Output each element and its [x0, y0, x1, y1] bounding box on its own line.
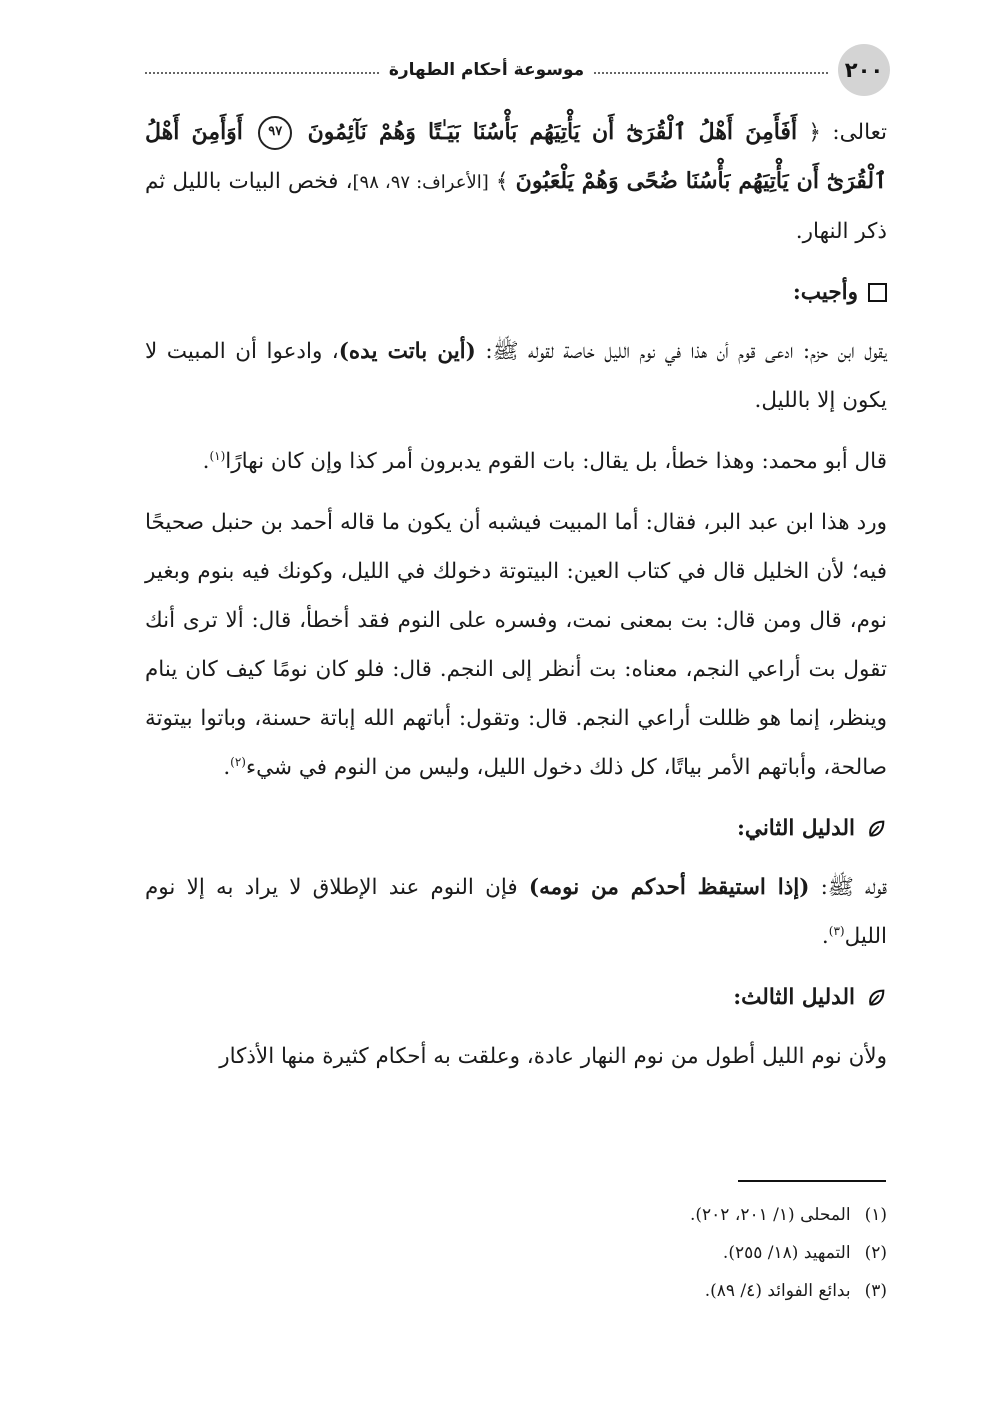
footnote-item — [145, 1196, 887, 1234]
main-text — [145, 108, 887, 1081]
p2-text-a: يقول ابن حزم: ادعى قوم أن هذا في نوم الليل خاصة لقوله ﷺ: — [485, 339, 887, 364]
p5-end: . — [821, 924, 829, 949]
running-header — [145, 44, 890, 96]
verse-reference: [الأعراف: ٩٧، ٩٨] — [352, 172, 489, 193]
book-title: موسوعة أحكام الطهارة — [388, 60, 585, 80]
footnote-ref-2[interactable]: (٢) — [230, 754, 246, 769]
quran-verse-97: أَفَأَمِنَ أَهْلُ ٱلْقُرَىٰٓ أَن يَأْتِيَهُم بَأْسُنَا بَيَـٰتًا وَهُمْ نَآئِمُونَ — [307, 119, 798, 145]
quran-verse-98: أَوَأَمِنَ أَهْلُ ٱلْقُرَىٰٓ أَن يَأْتِيَهُم بَأْسُنَا ضُحًى وَهُمْ يَلْعَبُونَ — [145, 119, 887, 194]
paragraph-ibn-hazm — [145, 327, 887, 425]
footnote-separator — [738, 1180, 886, 1182]
footnote-text: بدائع الفوائد (٤/ ٨٩). — [704, 1281, 851, 1301]
quran-bracket-open-icon: ﴿ — [808, 120, 822, 145]
heading-third-text: الدليل الثالث: — [733, 985, 855, 1010]
verse-tail: ، فخص البيات بالليل ثم ذكر النهار. — [145, 169, 887, 244]
heading-second-text: الدليل الثاني: — [736, 816, 855, 841]
square-bullet-icon — [868, 283, 887, 302]
footnote-ref-3[interactable]: (٣) — [828, 923, 845, 938]
leaf-bullet-icon — [865, 818, 887, 840]
p3-text: قال أبو محمد: وهذا خطأ، بل يقال: بات القوم يدبرون أمر كذا وإن كان نهارًا — [225, 449, 887, 474]
paragraph-hadith-waking — [145, 863, 887, 961]
heading-answer-text: وأجيب: — [792, 280, 858, 305]
heading-third-evidence — [145, 973, 887, 1022]
p3-end: . — [202, 449, 210, 474]
paragraph-ibn-abd-al-barr — [145, 498, 887, 792]
hadith-quote: (أين باتت يده) — [338, 339, 476, 364]
p5-text-a: قوله ﷺ: — [820, 875, 888, 900]
p5-text-b: فإن النوم عند الإطلاق لا يراد به إلا نوم الليل — [145, 875, 887, 949]
footnotes — [145, 1196, 887, 1310]
leaf-bullet-icon — [865, 987, 887, 1009]
footnote-item — [145, 1272, 887, 1310]
footnote-number: (١) — [864, 1205, 887, 1225]
footnote-number: (٣) — [864, 1281, 887, 1301]
ayah-number-badge: ٩٧ — [258, 116, 292, 150]
p2-text-b: ، وادعوا أن المبيت لا يكون إلا بالليل. — [145, 339, 887, 413]
header-dotted-rule-right — [594, 72, 828, 74]
hadith-quote-waking: (إذا استيقظ أحدكم من نومه) — [528, 875, 810, 900]
heading-second-evidence — [145, 804, 887, 853]
verse-lead: تعالى: — [832, 120, 887, 145]
quran-bracket-close-icon: ﴾ — [495, 169, 509, 194]
footnote-text: المحلى (١/ ٢٠١، ٢٠٢). — [690, 1205, 851, 1225]
paragraph-abu-muhammad — [145, 437, 887, 486]
footnote-text: التمهيد (١٨/ ٢٥٥). — [722, 1243, 851, 1263]
page-number-badge: ٢٠٠ — [838, 44, 890, 96]
footnote-number: (٢) — [864, 1243, 887, 1263]
heading-answer — [145, 268, 887, 317]
p4-text: ورد هذا ابن عبد البر، فقال: أما المبيت فيشبه أن يكون ما قاله أحمد بن حنبل صحيحًا فيه؛ لأن الخليل قال في كتاب العين: البيتوتة دخولك في الليل، وكونك فيه بنوم وبغير نوم، قال ومن قال: بت بمعنى نمت، وفسره على النوم فقد أخطأ، قال: ألا ترى أنك تقول بت أراعي النجم، معناه: بت أنظر إلى النجم. قال: فلو كان نومًا كيف كان ينام وينظر، إنما هو ظللت أراعي النجم. قال: وتقول: أباتهم الله إباتة حسنة، وباتوا بيتوتة صالحة، وأباتهم الأمر بياتًا، كل ذلك دخول الليل، وليس من النوم في شيء — [145, 510, 887, 780]
p4-end: . — [223, 755, 231, 780]
header-dotted-rule-left — [145, 72, 379, 74]
paragraph-night-sleep — [145, 1032, 887, 1081]
footnote-ref-1[interactable]: (١) — [209, 448, 226, 463]
p6-text: ولأن نوم الليل أطول من نوم النهار عادة، وعلقت به أحكام كثيرة منها الأذكار — [219, 1044, 887, 1069]
paragraph-verse — [145, 108, 887, 256]
footnote-item — [145, 1234, 887, 1272]
